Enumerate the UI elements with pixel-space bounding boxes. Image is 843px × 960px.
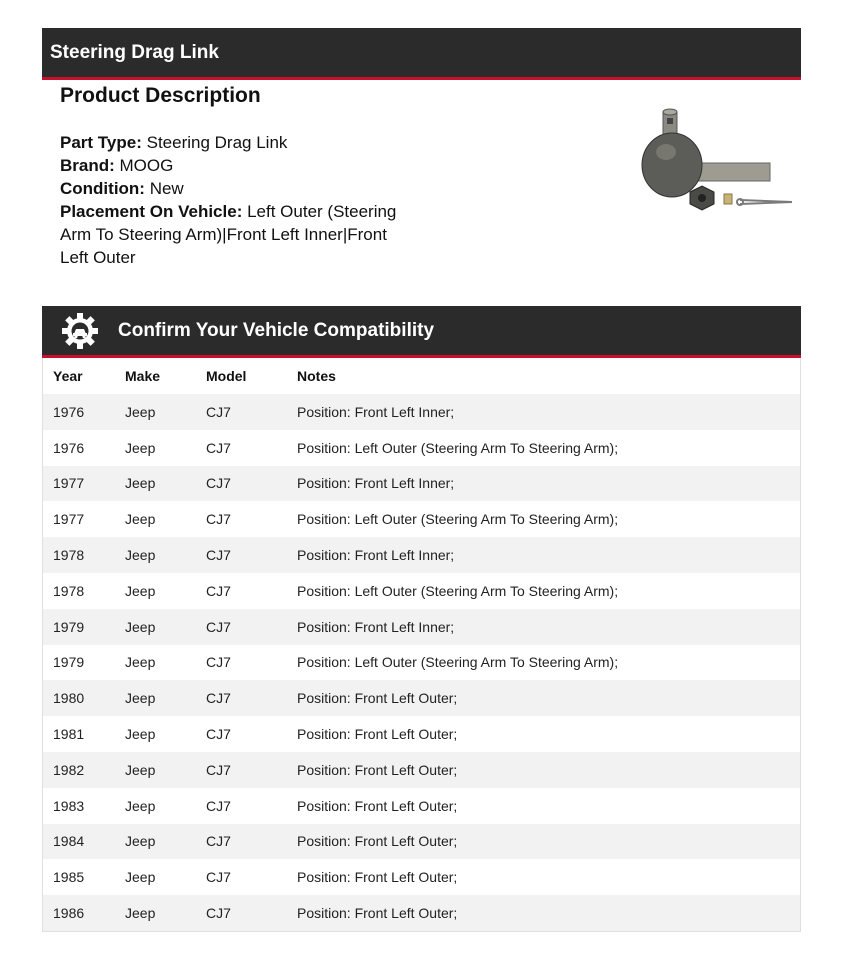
column-header-year: Year (53, 368, 83, 384)
table-row (43, 394, 801, 430)
table-row (43, 824, 801, 860)
cell-model: CJ7 (206, 869, 231, 886)
cell-make: Jeep (125, 582, 156, 599)
cell-notes: Position: Front Left Outer; (297, 905, 458, 922)
cell-make: Jeep (125, 726, 156, 743)
cell-make: Jeep (125, 439, 156, 456)
cell-model: CJ7 (206, 726, 231, 743)
field-placement: Placement On Vehicle: Left Outer (Steering Arm To Steering Arm)|Front Left Inner|Front Left Outer (60, 202, 397, 267)
table-row (43, 859, 801, 895)
cell-year: 1984 (53, 833, 85, 850)
cell-notes: Position: Front Left Inner; (297, 403, 455, 420)
column-header-make: Make (125, 368, 161, 384)
cell-notes: Position: Left Outer (Steering Arm To Steering Arm); (297, 654, 619, 671)
cell-year: 1979 (53, 618, 85, 635)
product-description-list (60, 131, 415, 269)
cell-model: CJ7 (206, 582, 231, 599)
cell-make: Jeep (125, 403, 156, 420)
field-brand: Brand: MOOG (60, 156, 174, 175)
cell-make: Jeep (125, 618, 156, 635)
cell-year: 1983 (53, 797, 85, 814)
cell-make: Jeep (125, 833, 156, 850)
cell-year: 1978 (53, 582, 85, 599)
cell-year: 1976 (53, 403, 85, 420)
cell-year: 1979 (53, 654, 85, 671)
cell-notes: Position: Front Left Inner; (297, 547, 455, 564)
title-bar (42, 28, 801, 80)
cell-model: CJ7 (206, 761, 231, 778)
column-header-model: Model (206, 368, 247, 384)
cell-model: CJ7 (206, 797, 231, 814)
table-row (43, 716, 801, 752)
column-header-notes: Notes (297, 368, 336, 384)
table-row (43, 645, 801, 681)
cell-year: 1986 (53, 905, 85, 922)
cell-notes: Position: Front Left Outer; (297, 726, 458, 743)
cell-make: Jeep (125, 547, 156, 564)
table-row (43, 501, 801, 537)
table-row (43, 788, 801, 824)
cell-year: 1978 (53, 547, 85, 564)
cell-make: Jeep (125, 475, 156, 492)
cell-make: Jeep (125, 761, 156, 778)
cell-notes: Position: Front Left Outer; (297, 833, 458, 850)
table-row (43, 430, 801, 466)
cell-model: CJ7 (206, 833, 231, 850)
compatibility-title: Confirm Your Vehicle Compatibility (118, 319, 435, 341)
cell-year: 1985 (53, 869, 85, 886)
cell-model: CJ7 (206, 690, 231, 707)
product-image (630, 100, 805, 225)
cell-notes: Position: Front Left Inner; (297, 475, 455, 492)
compatibility-table-body (43, 394, 801, 931)
cell-model: CJ7 (206, 547, 231, 564)
cell-make: Jeep (125, 654, 156, 671)
table-row (43, 609, 801, 645)
cell-model: CJ7 (206, 905, 231, 922)
cell-make: Jeep (125, 797, 156, 814)
cell-year: 1980 (53, 690, 85, 707)
compatibility-bar (42, 306, 801, 358)
table-row (43, 466, 801, 502)
field-part-type: Part Type: Steering Drag Link (60, 133, 288, 152)
table-row (43, 752, 801, 788)
compatibility-table (42, 358, 801, 932)
cell-year: 1977 (53, 511, 85, 528)
product-description-heading: Product Description (60, 84, 261, 107)
gear-car-icon (60, 311, 100, 351)
cell-notes: Position: Front Left Outer; (297, 761, 458, 778)
cell-make: Jeep (125, 511, 156, 528)
cell-make: Jeep (125, 869, 156, 886)
cell-model: CJ7 (206, 475, 231, 492)
cell-notes: Position: Left Outer (Steering Arm To Steering Arm); (297, 582, 619, 599)
table-row (43, 895, 801, 931)
cell-year: 1977 (53, 475, 85, 492)
table-row (43, 537, 801, 573)
cell-year: 1982 (53, 761, 85, 778)
cell-make: Jeep (125, 690, 156, 707)
cell-model: CJ7 (206, 403, 231, 420)
cell-make: Jeep (125, 905, 156, 922)
cell-model: CJ7 (206, 618, 231, 635)
cell-notes: Position: Front Left Outer; (297, 869, 458, 886)
cell-model: CJ7 (206, 654, 231, 671)
cell-model: CJ7 (206, 511, 231, 528)
cell-notes: Position: Front Left Outer; (297, 797, 458, 814)
page-title: Steering Drag Link (50, 41, 219, 63)
table-row (43, 680, 801, 716)
cell-year: 1976 (53, 439, 85, 456)
cell-year: 1981 (53, 726, 85, 743)
table-row (43, 573, 801, 609)
cell-notes: Position: Left Outer (Steering Arm To Steering Arm); (297, 511, 619, 528)
cell-notes: Position: Front Left Outer; (297, 690, 458, 707)
cell-notes: Position: Left Outer (Steering Arm To Steering Arm); (297, 439, 619, 456)
cell-model: CJ7 (206, 439, 231, 456)
cell-notes: Position: Front Left Inner; (297, 618, 455, 635)
field-condition: Condition: New (60, 179, 184, 198)
table-header-row (43, 358, 801, 394)
